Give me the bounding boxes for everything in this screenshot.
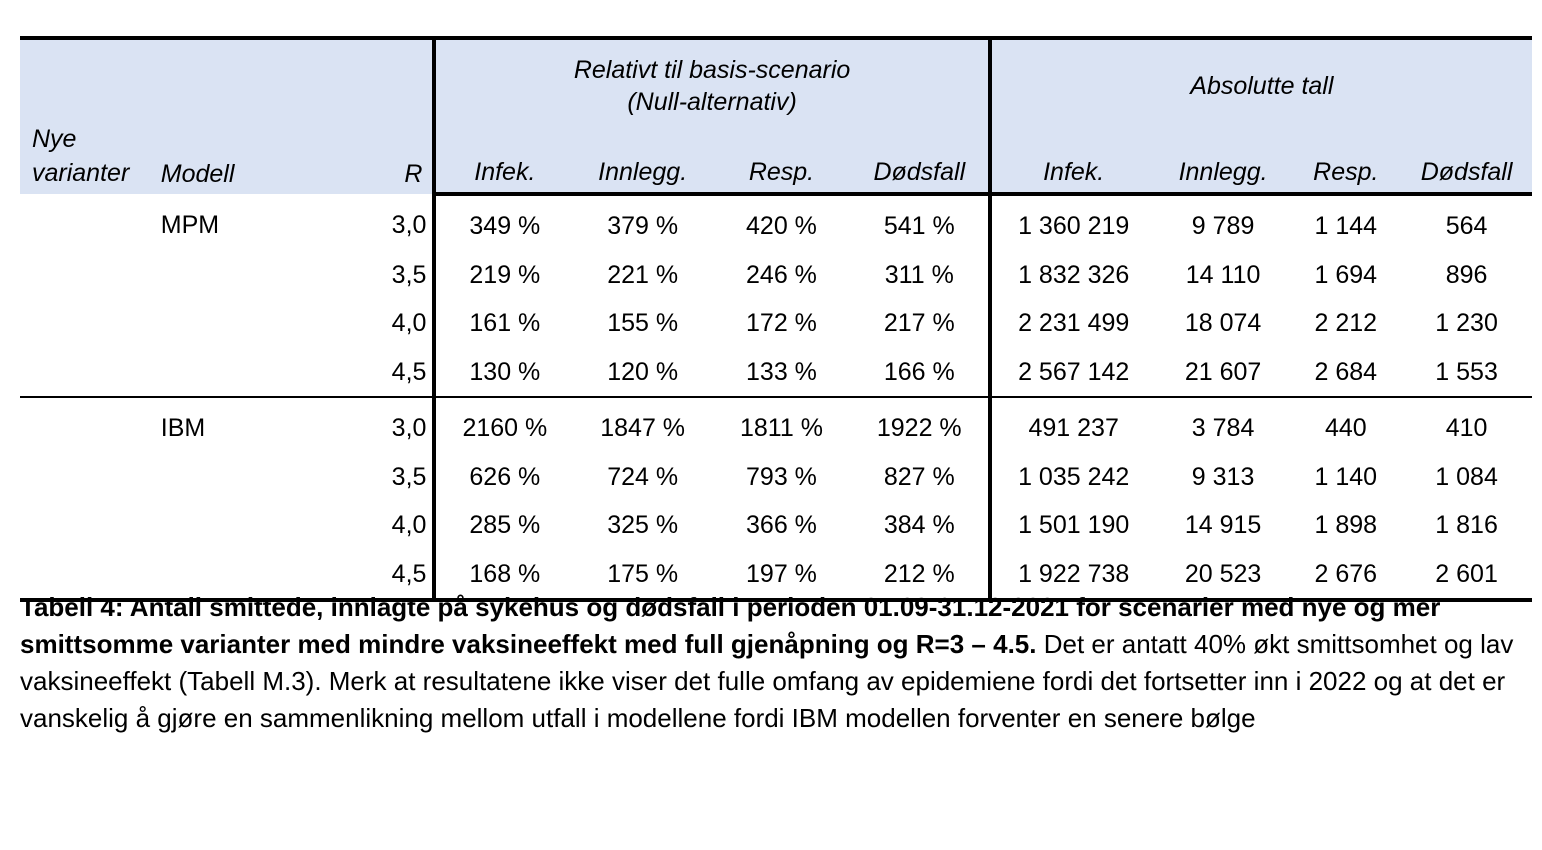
cell-model: MPM [160,211,220,240]
cell-r: 3,5 [391,260,427,289]
cell-rel-infek: 219 % [434,251,573,300]
cell-abs-dodsfall: 896 [1445,260,1488,289]
header-nye-varianter [20,38,151,194]
results-table [20,36,1532,602]
cell-rel-resp: 1811 % [740,414,823,443]
cell-r: 3,5 [391,462,427,491]
cell-r: 4,0 [391,511,427,540]
cell-nye-varianter [20,453,151,502]
cell-abs-innlegg: 20 523 [1156,550,1291,601]
cell-model: IBM [160,414,206,443]
cell-abs-innlegg: 3 784 [1191,414,1255,443]
cell-rel-dodsfall: 217 % [883,309,955,338]
table-row [20,251,1532,300]
cell-rel-innlegg: 155 % [607,309,679,338]
header-abs-innlegg: Innlegg. [1156,132,1291,194]
cell-abs-innlegg: 9 789 [1191,212,1255,241]
cell-abs-dodsfall: 1 816 [1435,511,1498,540]
cell-rel-infek: 626 % [434,453,573,502]
cell-model [151,299,332,348]
table-caption [20,589,1530,737]
cell-abs-innlegg: 9 313 [1191,462,1255,491]
cell-model [151,501,332,550]
cell-abs-infek: 2 567 142 [990,348,1156,398]
cell-abs-resp: 440 [1324,414,1367,443]
cell-abs-resp: 2 212 [1314,309,1378,338]
table-row [20,299,1532,348]
cell-abs-infek: 2 231 499 [990,299,1156,348]
cell-abs-innlegg: 21 607 [1156,348,1291,398]
cell-abs-infek: 1 922 738 [990,550,1156,601]
cell-abs-dodsfall: 410 [1445,414,1488,443]
cell-r: 3,0 [391,414,427,443]
cell-rel-dodsfall: 384 % [883,511,955,540]
cell-r: 3,0 [391,211,427,240]
cell-abs-infek: 1 501 190 [990,501,1156,550]
cell-abs-dodsfall: 1 084 [1435,462,1498,491]
cell-abs-innlegg: 14 915 [1184,511,1262,540]
cell-r: 4,5 [332,348,435,398]
header-relative-line1: Relativt til basis-scenario [573,56,851,84]
cell-abs-innlegg: 18 074 [1184,309,1262,338]
cell-model [151,453,332,502]
cell-model [151,251,332,300]
cell-rel-innlegg: 325 % [607,511,679,540]
header-r: R [332,38,435,194]
cell-rel-innlegg: 175 % [573,550,712,601]
cell-rel-infek: 161 % [434,299,573,348]
cell-abs-dodsfall: 2 601 [1401,550,1532,601]
cell-rel-dodsfall: 311 % [884,260,954,289]
cell-rel-infek: 130 % [434,348,573,398]
cell-abs-resp: 2 684 [1290,348,1401,398]
header-rel-innlegg: Innlegg. [573,132,712,194]
cell-abs-infek: 1 035 242 [990,453,1156,502]
cell-nye-varianter [20,348,151,398]
table-row [20,397,1532,453]
cell-rel-resp: 133 % [712,348,851,398]
cell-nye-varianter [20,501,151,550]
table-row [20,194,1532,251]
cell-rel-resp: 197 % [712,550,851,601]
cell-rel-dodsfall: 827 % [883,462,955,491]
header-rel-dodsfall: Dødsfall [851,132,990,194]
header-abs-infek: Infek. [990,132,1156,194]
cell-rel-innlegg: 724 % [607,462,679,491]
header-group-absolute: Absolutte tall [990,38,1532,132]
cell-abs-innlegg: 14 110 [1185,260,1261,289]
header-abs-dodsfall: Dødsfall [1401,132,1532,194]
cell-rel-innlegg: 379 % [607,212,679,241]
table-header [20,38,1532,194]
cell-rel-resp: 420 % [746,212,817,241]
cell-r: 4,0 [391,309,427,338]
cell-rel-resp: 793 % [746,462,817,491]
cell-abs-dodsfall: 1 230 [1435,309,1498,338]
cell-abs-dodsfall: 564 [1445,212,1488,241]
table-row [20,453,1532,502]
header-rel-resp: Resp. [712,132,851,194]
cell-nye-varianter [20,397,151,453]
table-body [20,194,1532,600]
table-row [20,501,1532,550]
cell-nye-varianter [20,194,151,251]
cell-abs-infek: 1 832 326 [990,251,1156,300]
cell-rel-innlegg: 221 % [607,260,679,289]
cell-abs-dodsfall: 1 553 [1401,348,1532,398]
cell-nye-varianter [20,299,151,348]
cell-r: 4,5 [332,550,435,601]
cell-abs-resp: 1 144 [1314,212,1378,241]
cell-rel-resp: 172 % [746,309,817,338]
cell-abs-resp: 2 676 [1290,550,1401,601]
header-modell: Modell [151,38,332,194]
cell-rel-dodsfall: 212 % [851,550,990,601]
cell-abs-resp: 1 140 [1314,462,1378,491]
cell-rel-innlegg: 1847 % [600,414,686,443]
header-nye-line1: Nye [32,125,77,153]
cell-rel-infek: 2160 % [434,397,573,453]
cell-rel-dodsfall: 541 % [883,212,955,241]
caption-bold: Tabell 4: Antall smittede, innlagte på sykehus og dødsfall i perioden 01.09-31.12-2021 for scenarier med nye og mer smittsomme varianter med mindre vaksineeffekt med full gjenåpning og R=3 – 4.5. [20,592,1441,659]
cell-rel-resp: 246 % [746,260,817,289]
cell-rel-dodsfall: 1922 % [876,414,962,443]
cell-abs-resp: 1 898 [1314,511,1378,540]
cell-rel-infek: 285 % [434,501,573,550]
cell-abs-infek: 1 360 219 [990,194,1156,251]
cell-model [151,348,332,398]
header-nye-line2: varianter [32,159,130,187]
cell-rel-innlegg: 120 % [573,348,712,398]
header-rel-infek: Infek. [434,132,573,194]
caption-regular: Det er antatt 40% økt smittsomhet og lav vaksineeffekt (Tabell M.3). Merk at resultatene ikke viser det fulle omfang av epidemiene fordi det fortsetter inn i 2022 og at det er vanskelig å gjøre en sammenlikning mellom utfall i modellene fordi IBM modellen forventer en senere bølge [20,629,1514,733]
header-relative-line2: (Null-alternativ) [627,88,797,116]
table-row [20,348,1532,398]
cell-rel-infek: 168 % [434,550,573,601]
cell-rel-resp: 366 % [746,511,817,540]
header-abs-resp: Resp. [1290,132,1401,194]
header-group-relative [434,38,989,132]
cell-nye-varianter [20,251,151,300]
cell-rel-dodsfall: 166 % [851,348,990,398]
cell-rel-infek: 349 % [434,194,573,251]
cell-abs-resp: 1 694 [1314,260,1378,289]
cell-abs-infek: 491 237 [990,397,1156,453]
